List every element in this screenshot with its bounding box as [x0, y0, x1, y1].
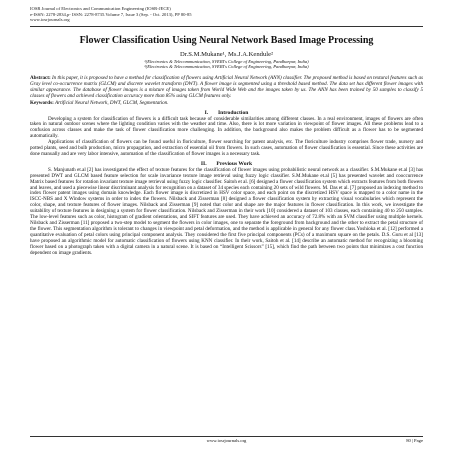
- intro-paragraph-2: Applications of classification of flowers can be found useful in floriculture, flower searching for patent analysis, etc. The floriculture industry comprises flower trade, nursery and potted plants, seed and bulb production, micro propagation, and extraction of essential oil from flowers. In such cases, automation of flower classification is essential. Since these activities are done manually and are very labor intensive, automation of the classification of flower images is a necessary task.: [30, 139, 423, 157]
- section-heading-previous-work: II. Previous Work: [200, 160, 253, 167]
- paper-title: Flower Classification Using Neural Network Based Image Processing: [79, 34, 374, 46]
- section-heading-introduction: I. Introduction: [204, 109, 249, 116]
- abstract: [30, 76, 423, 100]
- affiliation-1: ¹(Electronics & Telecommunication, SVERI's College of Engineering, Pandharpur, India): [144, 58, 309, 64]
- header-rule: [30, 26, 423, 27]
- previous-work-paragraph: S. Manjunath et.al [2] has investigated the effect of texture features for the classification of flower images using probabilistic neural network as a classifier. S.M.Mukane et.al [3] has presented DWT and GLCM based feature selection for scale invariance texture image retrieval using fuzzy logic classifier. S.M.Mukane et.al [5] has presented wavelet and cooccurrence Matrix based features for rotation invariant texture image retrieval using fuzzy logic classifier. Saitoh et al. [6] designed a flower classification system which extracts features from both flowers and leaves, and used a piecewise linear discriminant analysis for recognition on a dataset of 34 species each containing 20 sets of wild flowers. M. Das et al. [7] proposed an indexing method to index flower patent images using domain knowledge. Each flower image is discretized in HSV color space, and each point on the discretized HSV space is mapped to a color name in the ISCC-NBS and X Window systems in order to index the flowers. Nilsback and Zisserman [8] designed a flower classification system by extracting visual vocabularies which represent the color, shape, and texture features of flower images. Nilsback and Zisserman [9] noted that color and shape are the major features in flower classification. In this work, we investigate the suitability of texture features in designing a system for flower classification. Nilsback and Zisserman in their work [10] considered a dataset of 103 classes, each containing 40 to 250 samples. The low-level features such as color, histogram of gradient orientations, and SIFT features are used. They have achieved an accuracy of 72.8% with an SVM classifier using multiple kernels. Nilsback and Zisserman [11] proposed a two-step model to segment the flowers in color images, one to separate the foreground from background and the other to extract the petal structure of the flower. This segmentation algorithm is tolerant to changes in viewpoint and petal deformation, and the method is applicable in general for any flower class.Yoshioka et al. [12] performed a quantitative evaluation of petal colors using principal component analysis. They considered the first five principal components (PCs) of a maximum square on the petals. D.S. Guru et al [13] have proposed an algorithmic model for automatic classification of flowers using KNN classifier. In their work, Saitoh et al. [14] describe an automatic method for recognizing a blooming flower based on a photograph taken with a digital camera in a natural scene. It is based on “Intelligent Scissors” [15], which find the path between two points that minimizes a cost function dependent on image gradients.: [30, 166, 423, 256]
- journal-name: IOSR Journal of Electronics and Communication Engineering (IOSR-JECE): [30, 6, 171, 11]
- journal-url[interactable]: www.iosrjournals.org: [30, 17, 70, 23]
- abstract-text: In this paper, it is proposed to have a method for classification of flowers using Artificial Neural Network (ANN) classifier. The proposed method is based on textural features such as Gray level co-occurrence matrix (GLCM) and discrete wavelet transform (DWT). A flower image is segmented using a threshold based method. The data set has different flower images with similar appearance. The database of flower images is a mixture of images taken from World Wide Web and the images taken by us. The ANN has been trained by 50 samples to classify 5 classes of flowers and achieved classification accuracy more than 85% using GLCM features only.: [30, 74, 423, 99]
- footer-page-number: 80 | Page: [406, 438, 423, 443]
- keywords: [30, 101, 423, 107]
- paper-authors: Dr.S.M.Mukane¹, Ms.J.A.Kendule²: [180, 50, 273, 58]
- keywords-text: Artificial Neural Network, DWT, GLCM, Segmentation.: [54, 99, 169, 106]
- abstract-label: Abstract:: [30, 74, 51, 81]
- page-footer: [30, 436, 423, 443]
- journal-issn: e-ISSN: 2278-2834,p- ISSN: 2278-8735.Volume 7, Issue 3 (Sep. - Oct. 2013), PP 80-85: [30, 11, 192, 17]
- affiliation-2: ²(Electronics & Telecommunication, SVERI's College of Engineering, Pandharpur, India): [144, 64, 309, 70]
- keywords-label: Keywords:: [30, 99, 54, 106]
- intro-paragraph-1: Developing a system for classification of flowers is a difficult task because of considerable similarities among different classes. In a real environment, images of flowers are often taken in natural outdoor scenes where the lighting condition varies with the weather and time. Also, there is lot more variation in viewpoint of flower images. All these problems lead to a confusion across classes and make the task of flower classification more challenging. In addition, the background also makes the problem difficult as a flower has to be segmented automatically.: [30, 115, 423, 140]
- journal-header: [30, 6, 423, 23]
- footer-url[interactable]: www.iosrjournals.org: [206, 438, 247, 443]
